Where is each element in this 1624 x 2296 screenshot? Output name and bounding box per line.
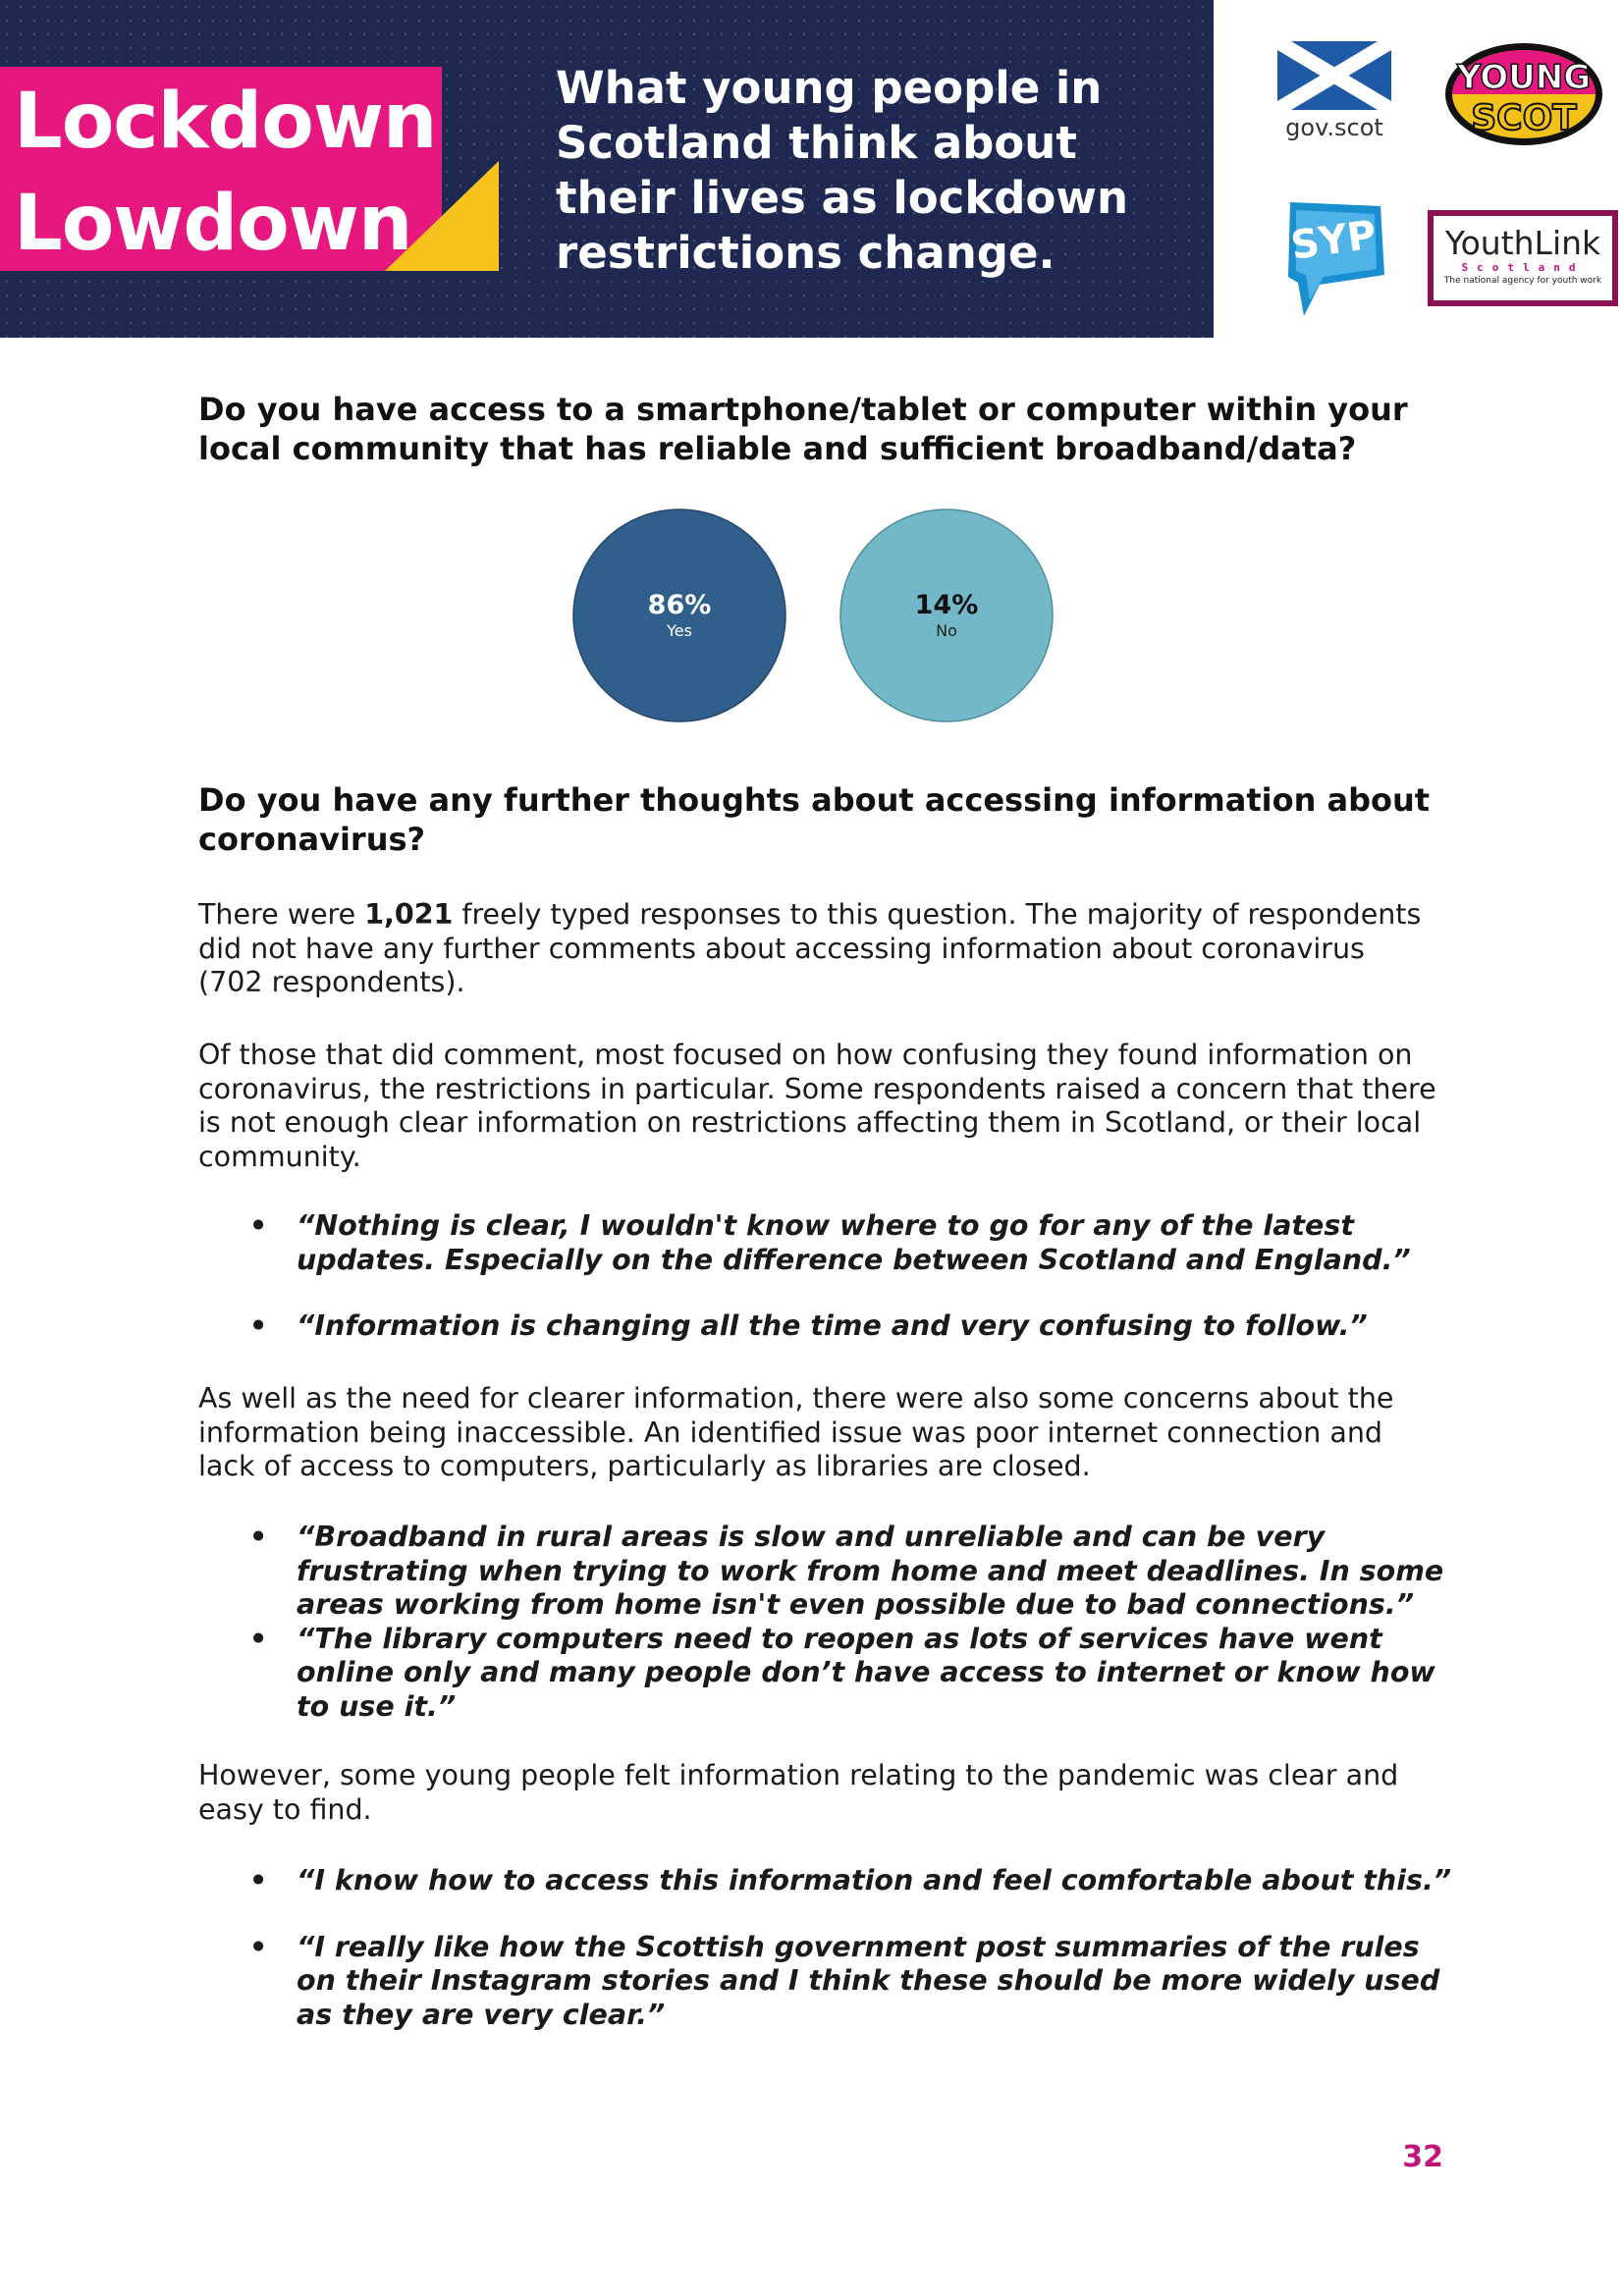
paragraph: As well as the need for clearer information, there were also some concerns about the information being inaccessible. An identified issue was poor internet connection and lack of access to computers, particularly as libraries are closed. [198,1382,1394,1482]
syp-text: SYP [1287,212,1380,269]
question-heading: Do you have any further thoughts about accessing information about coronavirus? [198,781,1431,858]
chart-category-label-yes: Yes [667,621,692,640]
paragraph-text: There were [198,898,365,931]
banner-title [14,71,446,275]
banner-subtitle-line: their lives as lockdown [556,172,1129,224]
young-scot-bottom-text: SCOT [1471,98,1577,138]
banner-title-line: Lowdown [14,180,412,268]
chart-value-label-no: 14% [914,590,979,620]
bullet-icon: • [249,1864,268,1896]
paragraph: Of those that did comment, most focused on how confusing they found information on coronavirus, the restrictions in particular. Some respondents raised a concern that there is not enough clear information on restrictions affecting them in Scotland, or their local community. [198,1039,1436,1173]
saltire-flag-icon [1277,41,1391,110]
banner-subtitle-line: Scotland think about [556,117,1077,169]
paragraph [198,898,1437,1000]
quote-item [245,1623,1453,1725]
quote-list [245,1864,1453,2032]
question-heading: Do you have access to a smartphone/tablet or computer within your local community that has reliable and sufficient broadband/data? [198,391,1408,467]
gov-scot-text: gov.scot [1285,114,1383,141]
quote-item [245,1864,1453,1898]
quote-item [245,1931,1453,2033]
quote-list [245,1209,1453,1344]
youthlink-name: YouthLink [1444,224,1601,262]
page-number: 32 [1402,2140,1443,2174]
bullet-icon: • [249,1930,268,1963]
response-chart [550,496,1080,731]
paragraph: However, some young people felt information relating to the pandemic was clear and easy to find. [198,1759,1399,1826]
bullet-icon: • [249,1622,268,1655]
gov-scot-logo [1274,41,1394,143]
bullet-icon: • [249,1521,268,1553]
quote-item [245,1309,1453,1344]
youthlink-logo [1428,210,1618,306]
quote-list [245,1521,1453,1724]
banner-title-line: Lockdown [14,78,437,166]
bullet-icon: • [249,1209,268,1242]
chart-value-label-yes: 86% [647,590,712,620]
quote-item [245,1209,1453,1277]
header-banner [0,0,1214,338]
quote-text: “The library computers need to reopen as lots of services have went online only and many people don’t have access to internet or know how to use it.” [297,1622,1435,1723]
quote-item [245,1521,1453,1623]
youthlink-tagline: The national agency for youth work [1443,276,1602,286]
quote-text: “I know how to access this information and feel comfortable about this.” [297,1864,1452,1896]
response-count: 1,021 [364,898,454,931]
quote-text: “I really like how the Scottish government post summaries of the rules on their Instagram stories and I think these should be more widely used as they are very clear.” [297,1930,1440,2031]
paragraph-text: freely typed responses to this question. The majority of respondents did not have any further comments about accessing information about coronavirus (702 respondents). [198,898,1422,998]
quote-text: “Nothing is clear, I wouldn't know where to go for any of the latest updates. Especially on the difference between Scotland and England.” [297,1209,1411,1276]
syp-logo [1274,192,1394,320]
banner-subtitle-line: restrictions change. [556,227,1056,279]
quote-text: “Information is changing all the time and very confusing to follow.” [297,1309,1368,1342]
banner-subtitle [556,61,1164,281]
chart-category-label-no: No [936,621,957,640]
banner-subtitle-line: What young people in [556,62,1103,114]
young-scot-logo [1441,39,1606,149]
quote-text: “Broadband in rural areas is slow and unreliable and can be very frustrating when trying to work from home and meet deadlines. In some areas working from home isn't even possible due to bad connections.” [297,1521,1444,1621]
youthlink-scotland: Scotland [1461,261,1585,274]
young-scot-top-text: YOUNG [1456,58,1592,97]
bullet-icon: • [249,1309,268,1342]
